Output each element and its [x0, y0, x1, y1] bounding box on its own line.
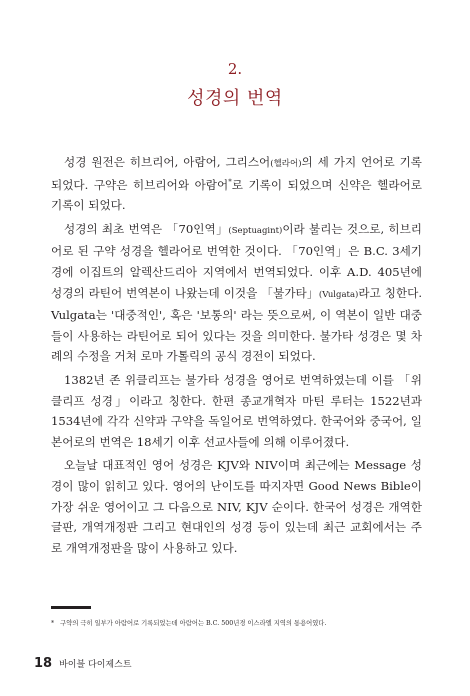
- footnote: [51, 619, 431, 629]
- page-footer: [34, 652, 132, 671]
- p2-text-b: 이라 불리는 것으로, 히브리어로 된 구약 성경을 헬라어로 번역한 것이다. 「70인역」은 B.C. 3세기경에 이집트의 알렉산드리아 지역에서 번역되었다. 이후 A.D. 405년에 성경의 라틴어 번역본이 나왔는데 이것을 「불가타」: [51, 221, 423, 300]
- body-text: [51, 152, 422, 561]
- paragraph-2: [51, 219, 422, 367]
- footnote-divider: [51, 606, 91, 609]
- footnote-text: 구약의 극히 일부가 아람어로 기록되었는데 아람어는 B.C. 500년경 이스라엘 지역의 통용어였다.: [60, 620, 327, 627]
- p1-text-b: 의 세 가지 언어로 기록되었다. 구약은 히브리어와 아람어: [51, 155, 422, 192]
- paragraph-3: 1382년 존 위클리프는 불가타 성경을 영어로 번역하였는데 이를 「위클리프 성경」이라고 칭한다. 한편 종교개혁자 마틴 루터는 1522년과 1534년에 각각 신약과 구약을 독일어로 번역하였다. 한국어와 중국어, 일본어로의 번역은 18세기 이후 선교사들에 의해 이루어졌다.: [51, 372, 422, 449]
- running-title: 바이블 다이제스트: [59, 660, 132, 670]
- p1-text-a: 성경 원전은 히브리어, 아람어, 그리스어: [64, 155, 271, 169]
- p2-text-c: 라고 칭한다. Vulgata는 '대중적인', 혹은 '보통의' 라는 뜻으로써, 이 역본이 일반 대중들이 사용하는 라틴어로 되어 있다는 것을 의미한다. 불가타 성경은 몇 차례의 수정을 거쳐 로마 가톨릭의 공식 경전이 되었다.: [51, 285, 423, 364]
- chapter-title: 성경의 번역: [187, 88, 283, 109]
- chapter-number: 2.: [227, 60, 243, 78]
- paragraph-1: [51, 152, 422, 216]
- p2-annotation-septuagint: (Septuagint): [228, 225, 283, 236]
- footnote-reference: *: [228, 177, 232, 186]
- p1-annotation: (헬라어): [270, 159, 302, 169]
- p2-annotation-vulgata: (Vulgata): [318, 289, 359, 300]
- p1-text-c: 로 기록이 되었으며 신약은 헬라어로 기록이 되었다.: [51, 177, 422, 213]
- footnote-mark: *: [51, 620, 55, 627]
- p2-text-a: 성경의 최초 번역은 「70인역」: [64, 221, 229, 236]
- paragraph-4: 오늘날 대표적인 영어 성경은 KJV와 NIV이며 최근에는 Message 성경이 많이 읽히고 있다. 영어의 난이도를 따지자면 Good News Bible이 가장 쉬운 영어이고 그 다음으로 NIV, KJV 순이다. 한국어 성경은 개역한글판, 개역개정판 그리고 현대인의 성경 등이 있는데 최근 교회에서는 주로 개역개정판을 많이 사용하고 있다.: [51, 458, 422, 555]
- page-number: 18: [34, 656, 53, 671]
